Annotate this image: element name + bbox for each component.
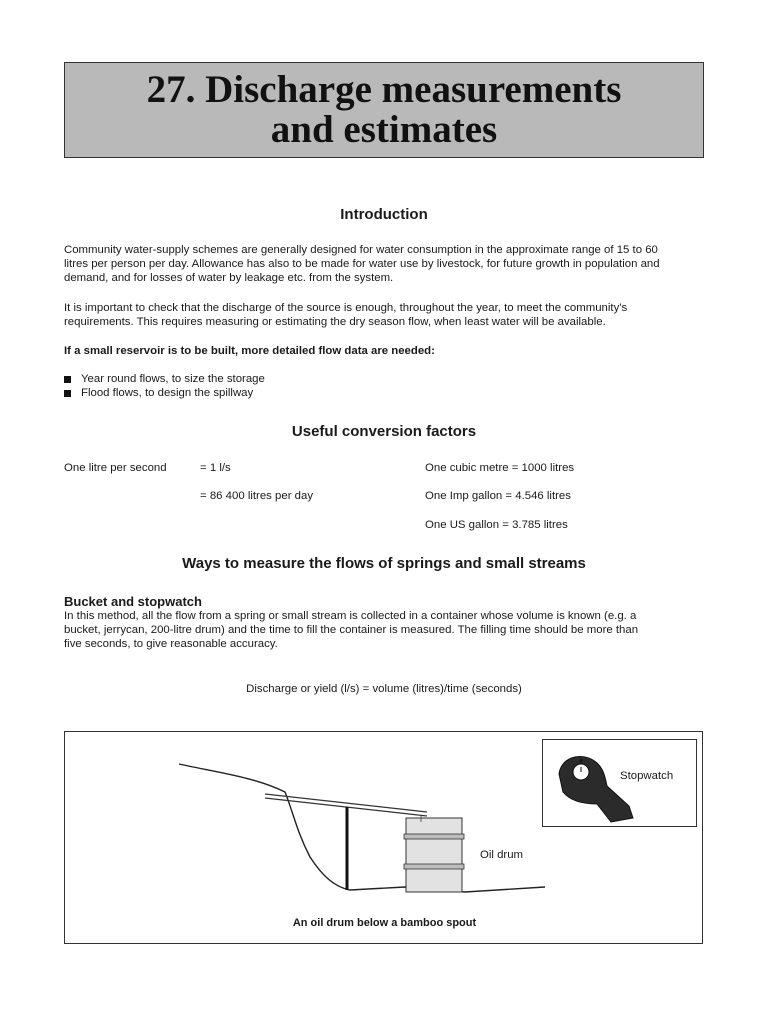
bucket-paragraph xyxy=(64,609,704,651)
figure-caption: An oil drum below a bamboo spout xyxy=(292,917,477,929)
bullet-item-2 xyxy=(64,386,253,400)
bullet-text-1: Year round flows, to size the storage xyxy=(81,373,265,385)
page-title-line2: and estimates xyxy=(270,108,498,151)
introduction-heading: Introduction xyxy=(340,206,428,223)
conversion-right-2: One Imp gallon = 4.546 litres xyxy=(425,490,571,502)
conversion-eq-1: = 1 l/s xyxy=(200,462,231,474)
conversion-eq-2: = 86 400 litres per day xyxy=(200,490,314,502)
bullet-square-icon xyxy=(64,390,71,397)
intro-p2-line1: It is important to check that the discharge of the source is enough, throughout the year, to meet the community's xyxy=(64,302,628,314)
intro-p1-line3: demand, and for losses of water by leakage etc. from the system. xyxy=(64,272,394,284)
bullet-text-2: Flood flows, to design the spillway xyxy=(81,387,254,399)
title-box xyxy=(64,62,704,158)
intro-p2-line2: requirements. This requires measuring or estimating the dry season flow, when least water will be available. xyxy=(64,316,606,328)
reservoir-note: If a small reservoir is to be built, more detailed flow data are needed: xyxy=(64,345,435,357)
bucket-line3: five seconds, to give reasonable accuracy. xyxy=(64,638,278,650)
bullet-square-icon xyxy=(64,376,71,383)
figure-oil-drum xyxy=(64,731,703,944)
conversion-right-1: One cubic metre = 1000 litres xyxy=(425,462,575,474)
stopwatch-hand-icon xyxy=(549,746,639,826)
intro-p1-line1: Community water-supply schemes are generally designed for water consumption in the approximate range of 15 to 60 xyxy=(64,244,658,256)
intro-paragraph-2 xyxy=(64,301,704,329)
stopwatch-label: Stopwatch xyxy=(620,770,674,782)
discharge-formula: Discharge or yield (l/s) = volume (litres)/time (seconds) xyxy=(246,683,522,695)
intro-p1-line2: litres per person per day. Allowance has also to be made for water use by livestock, for future growth in population and xyxy=(64,258,660,270)
bucket-line2: bucket, jerrycan, 200-litre drum) and the time to fill the container is measured. The filling time should be more than xyxy=(64,624,639,636)
conversion-heading: Useful conversion factors xyxy=(291,423,477,440)
stopwatch-inset xyxy=(542,739,697,827)
bucket-stopwatch-subheading: Bucket and stopwatch xyxy=(64,594,202,609)
intro-paragraph-1 xyxy=(64,243,704,285)
page-title-line1: 27. Discharge measurements xyxy=(146,68,622,111)
ways-heading: Ways to measure the flows of springs and small streams xyxy=(182,555,586,572)
conversion-left-label: One litre per second xyxy=(64,462,167,474)
oil-drum-label: Oil drum xyxy=(480,849,524,861)
bullet-item-1 xyxy=(64,372,265,386)
conversion-right-3: One US gallon = 3.785 litres xyxy=(425,519,568,531)
bucket-line1: In this method, all the flow from a spring or small stream is collected in a container whose volume is known (e.g. a xyxy=(64,610,637,622)
